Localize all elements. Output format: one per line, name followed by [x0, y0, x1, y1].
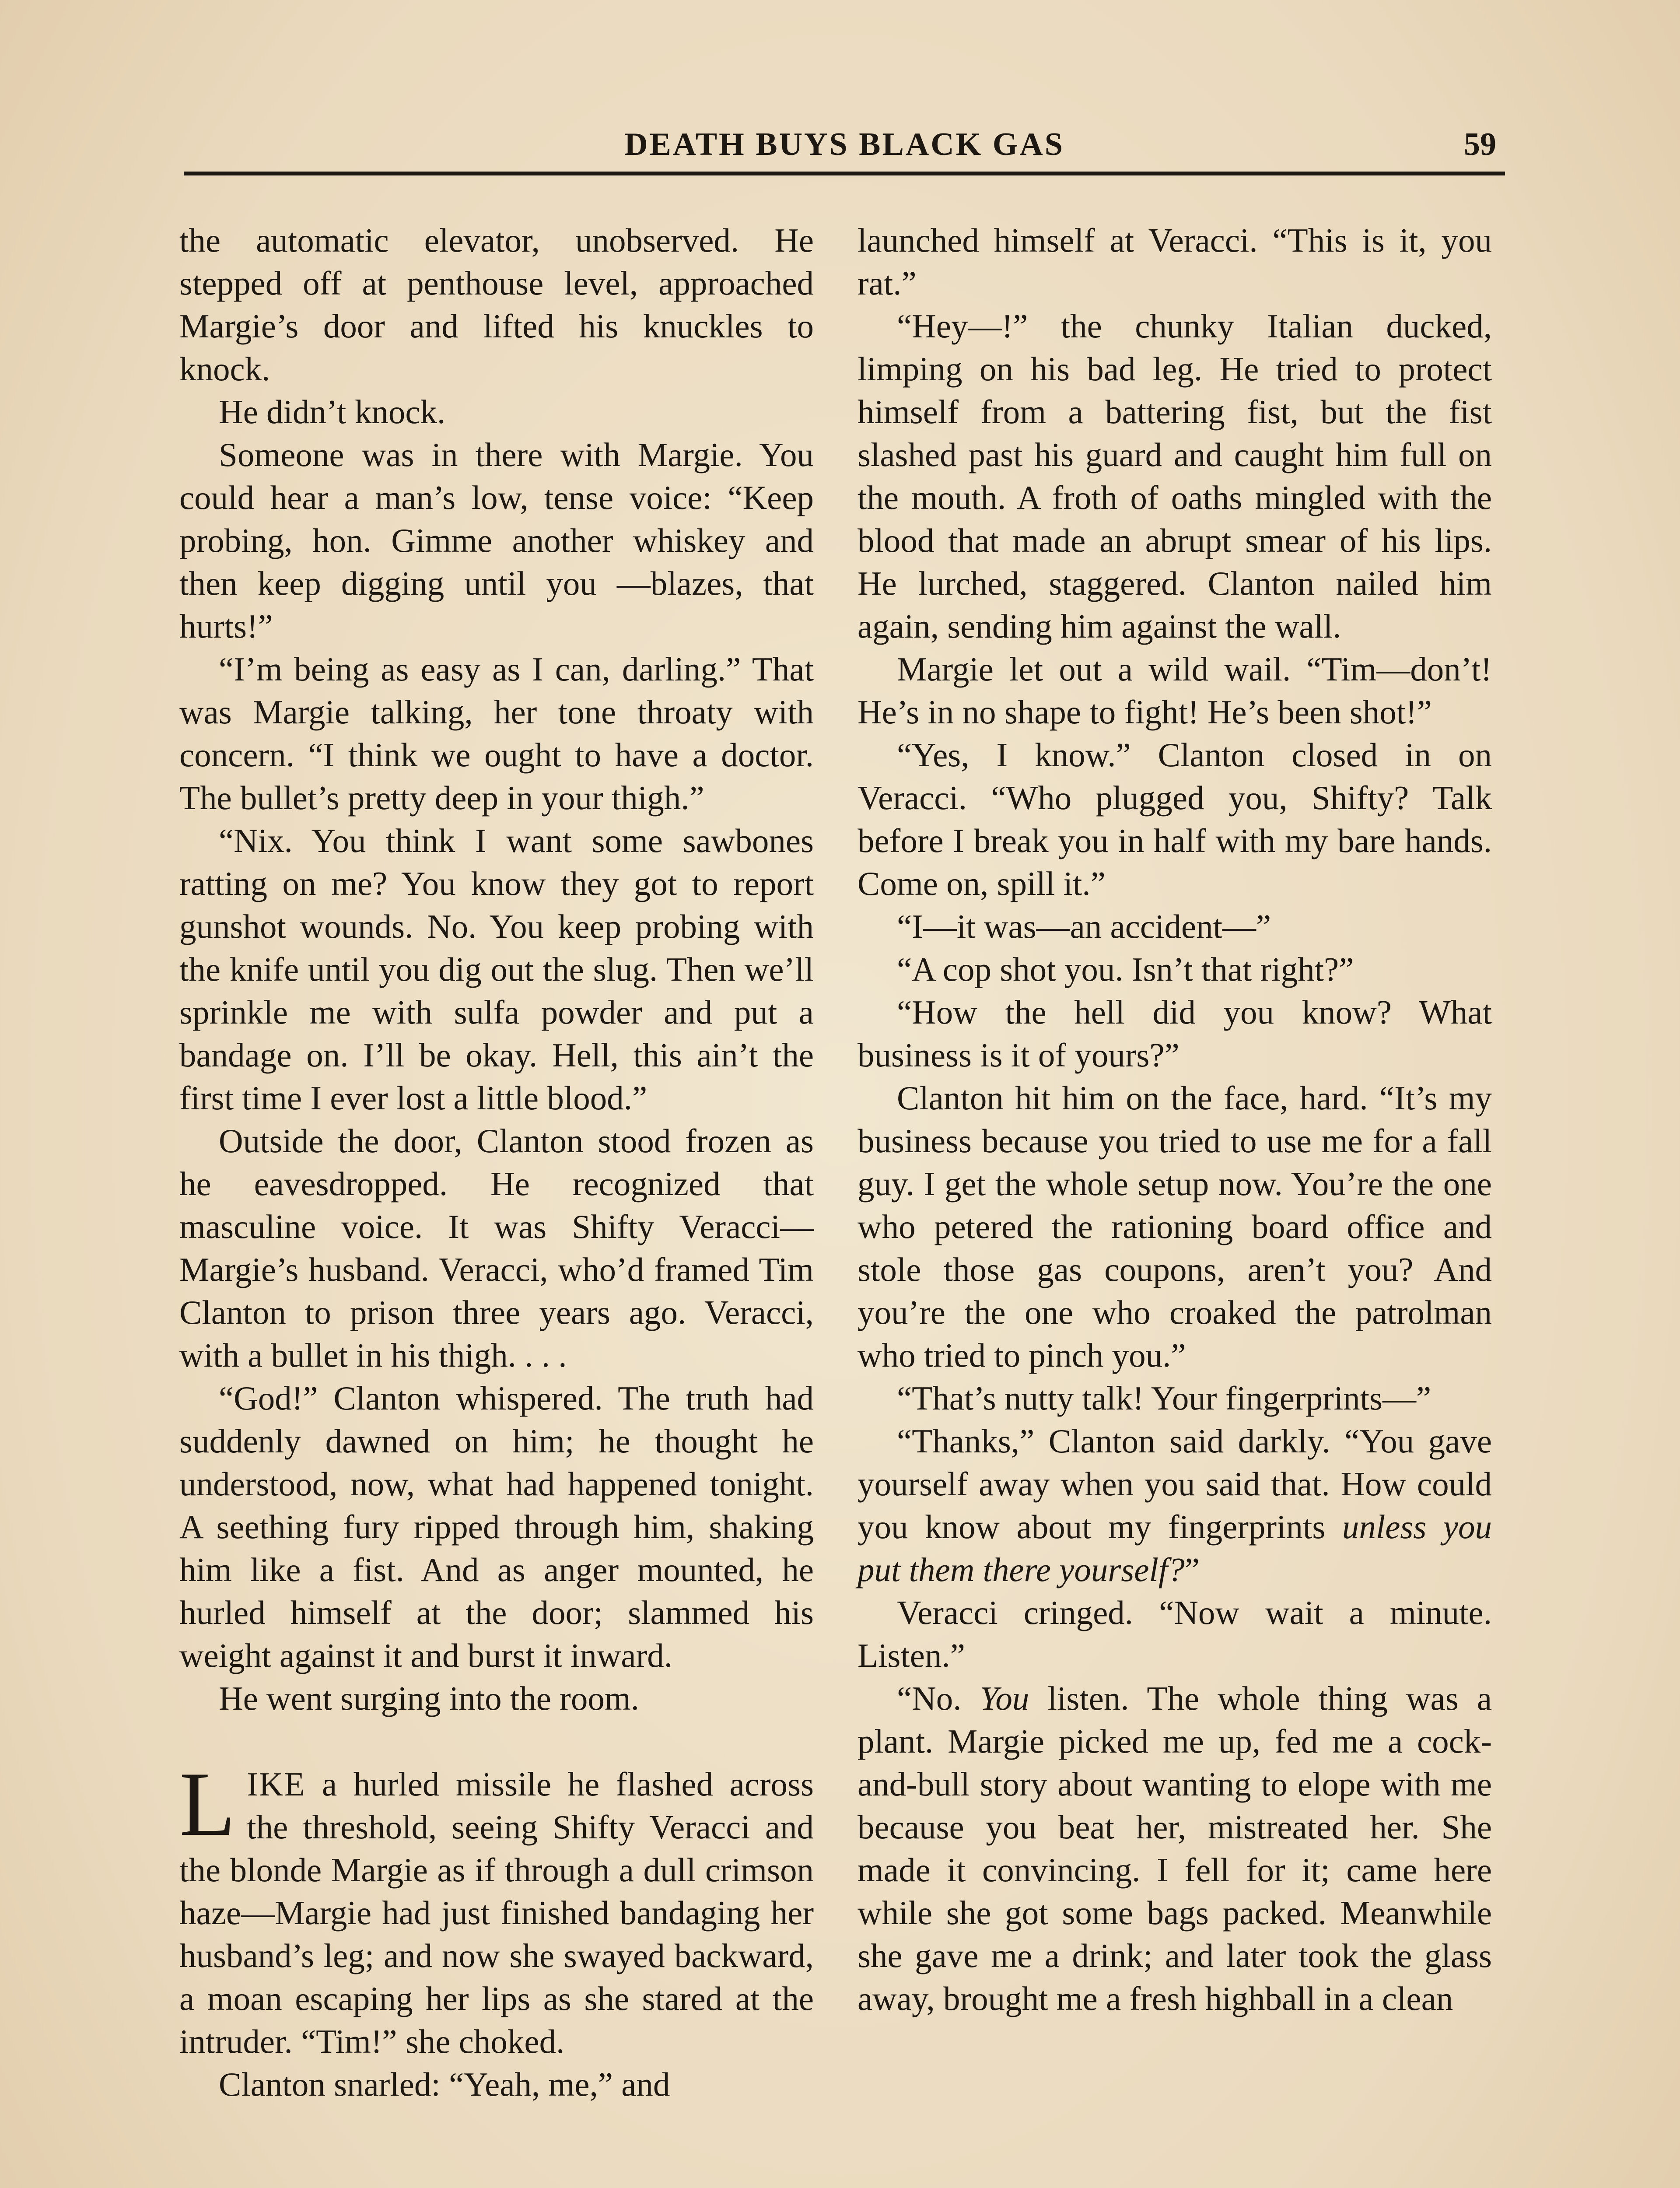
- paragraph: Veracci cringed. “Now wait a minute. Listen.”: [858, 1594, 1492, 1674]
- paragraph: He went surging into the room.: [219, 1680, 639, 1717]
- paragraph: launched himself at Veracci. “This is it, you rat.”: [858, 221, 1492, 302]
- paragraph: “God!” Clanton whispered. The truth had suddenly dawned on him; he thought he understood, now, what had happened tonight. A seething fury ripped through him, shaking him like a fist. And as anger mounted, he hurled himself at the door; slammed his weight against it and burst it inward.: [179, 1379, 814, 1674]
- header-rule: [184, 172, 1505, 175]
- paragraph: “Yes, I know.” Clanton closed in on Veracci. “Who plugged you, Shifty? Talk before I break you in half with my bare hands. Come on, spill it.”: [858, 736, 1492, 902]
- left-column: [179, 219, 814, 2106]
- paragraph: “A cop shot you. Isn’t that right?”: [897, 950, 1354, 988]
- page-number: 59: [1464, 126, 1496, 162]
- drop-cap: L: [179, 1753, 236, 1855]
- paragraph: “I’m being as easy as I can, darling.” That was Margie talking, her tone throaty with concern. “I think we ought to have a doctor. The bullet’s pretty deep in your thigh.”: [179, 650, 814, 817]
- paragraph-text: listen. The whole thing was a plant. Margie picked me up, fed me a cock-and-bull story about wanting to elope with me because you beat her, mistreated her. She made it convincing. I fell for it; came here while she got some bags packed. Meanwhile she gave me a drink; and later took the glass away, brought me a fresh highball in a clean: [858, 1680, 1492, 2017]
- paragraph-text: a hurled missile he flashed across the threshold, seeing Shifty Veracci and the blonde Margie as if through a dull crimson haze—Margie had just finished bandaging her husband’s leg; and now she swayed backward, a moan escaping her lips as she stared at the intruder. “Tim!” she choked.: [179, 1765, 814, 2060]
- paragraph: “I—it was—an accident—”: [897, 908, 1271, 945]
- paragraph: Clanton snarled: “Yeah, me,” and: [219, 2065, 670, 2103]
- paragraph: He didn’t knock.: [219, 393, 446, 431]
- section-opening-paragraph: [179, 1753, 814, 2063]
- paragraph: “That’s nutty talk! Your fingerprints—”: [897, 1379, 1432, 1417]
- paragraph: Someone was in there with Margie. You could hear a man’s low, tense voice: “Keep probing, hon. Gimme another whiskey and then keep digging until you —blazes, that hurts!”: [179, 436, 814, 645]
- paragraph: Outside the door, Clanton stood frozen as he eavesdropped. He recognized that masculine voice. It was Shifty Veracci—Margie’s husband. Veracci, who’d framed Tim Clanton to prison three years ago. Veracci, with a bullet in his thigh. . . .: [179, 1122, 814, 1374]
- paragraph-text: “No.: [897, 1680, 980, 1717]
- paragraph-text: ”: [1184, 1551, 1200, 1588]
- lead-in-caps: IKE: [247, 1765, 306, 1803]
- paragraph: the automatic elevator, unobserved. He stepped off at penthouse level, approached Margie’s door and lifted his knuckles to knock.: [179, 221, 814, 388]
- italic-text: unless you put them there yourself?: [858, 1508, 1492, 1588]
- paragraph: “How the hell did you know? What business is it of yours?”: [858, 993, 1492, 1074]
- story-title: DEATH BUYS BLACK GAS: [624, 126, 1064, 162]
- paragraph-text: “Thanks,” Clanton said darkly. “You gave yourself away when you said that. How could you know about my fingerprints: [858, 1422, 1492, 1546]
- paragraph: “Hey—!” the chunky Italian ducked, limping on his bad leg. He tried to protect himself from a battering fist, but the fist slashed past his guard and caught him full on the mouth. A froth of oaths mingled with the blood that made an abrupt smear of his lips. He lurched, staggered. Clanton nailed him again, sending him against the wall.: [858, 307, 1492, 645]
- italic-text: You: [980, 1680, 1029, 1717]
- paragraph: “Nix. You think I want some sawbones ratting on me? You know they got to report gunshot wounds. No. You keep probing with the knife until you dig out the slug. Then we’ll sprinkle me with sulfa powder and put a bandage on. I’ll be okay. Hell, this ain’t the first time I ever lost a little blood.”: [179, 822, 814, 1117]
- paragraph: Margie let out a wild wail. “Tim—don’t! He’s in no shape to fight! He’s been shot!”: [858, 650, 1492, 731]
- paragraph: Clanton hit him on the face, hard. “It’s my business because you tried to use me for a fall guy. I get the whole setup now. You’re the one who petered the rationing board office and stole those gas coupons, aren’t you? And you’re the one who croaked the patrolman who tried to pinch you.”: [858, 1079, 1492, 1374]
- right-column: [858, 219, 1492, 2020]
- running-head: [184, 118, 1505, 184]
- paragraph: [858, 1420, 1492, 1591]
- paragraph: [858, 1677, 1492, 2020]
